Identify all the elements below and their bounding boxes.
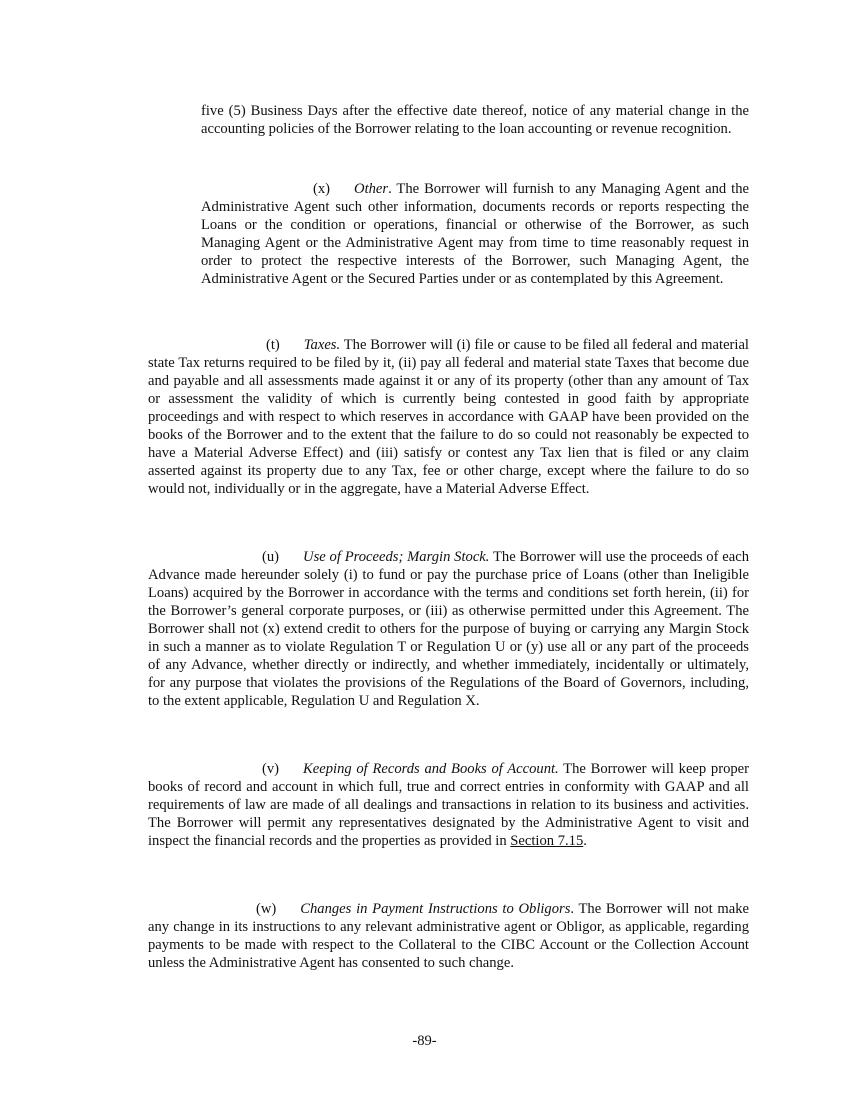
section-x-title: Other	[354, 181, 389, 197]
section-u-paragraph	[148, 548, 749, 710]
section-w-title: Changes in Payment Instructions to Obligors	[300, 901, 571, 917]
section-w-paragraph	[148, 900, 749, 972]
paragraph-continuation: five (5) Business Days after the effective date thereof, notice of any material change in the accounting policies of the Borrower relating to the loan accounting or revenue recognition.	[201, 103, 749, 137]
section-v-paragraph	[148, 760, 749, 850]
page-number: -89-	[412, 1033, 437, 1049]
section-t-body: The Borrower will (i) file or cause to be filed all federal and material state Tax returns required to be filed by it, (ii) pay all federal and material state Taxes that become due and payable and all assessments made against it or any of its property (other than any amount of Tax or assessment the validity of which is currently being contested in good faith by appropriate proceedings and with respect to which reserves in accordance with GAAP have been provided on the books of the Borrower and to the extent that the failure to do so could not reasonably be expected to have a Material Adverse Effect) and (iii) satisfy or contest any Tax lien that is filed or any claim asserted against its property due to any Tax, fee or other charge, except where the failure to do so would not, individually or in the aggregate, have a Material Adverse Effect.	[148, 337, 749, 497]
section-v-body: The Borrower will keep proper books of record and account in which full, true and correct entries in conformity with GAAP and all requirements of law are made of all dealings and transactions in relation to its business and activities. The Borrower will permit any representatives designated by the Administrative Agent to visit and inspect the financial records and the properties as provided in	[148, 761, 749, 849]
section-u-label: (u)	[262, 549, 280, 565]
section-t-paragraph	[148, 336, 749, 498]
section-v-title: Keeping of Records and Books of Account.	[303, 761, 559, 777]
section-t-label: (t)	[266, 337, 280, 353]
section-v-label: (v)	[262, 761, 280, 777]
section-7-15-reference: Section 7.15	[510, 833, 584, 849]
section-u-title: Use of Proceeds; Margin Stock.	[303, 549, 490, 565]
section-t-title: Taxes.	[303, 337, 341, 353]
section-w-body: . The Borrower will not make any change in its instructions to any relevant administrative agent or Obligor, as applicable, regarding payments to be made with respect to the Collateral to the CIBC Account or the Collection Account unless the Administrative Agent has consented to such change.	[148, 901, 749, 971]
section-w-label: (w)	[256, 901, 277, 917]
section-x-label: (x)	[313, 181, 331, 197]
section-v-end: .	[583, 833, 587, 849]
section-u-body: The Borrower will use the proceeds of each Advance made hereunder solely (i) to fund or pay the purchase price of Loans (other than Ineligible Loans) acquired by the Borrower in accordance with the terms and conditions set forth herein, (ii) for the Borrower’s general corporate purposes, or (iii) as otherwise permitted under this Agreement. The Borrower shall not (x) extend credit to others for the purpose of buying or carrying any Margin Stock in such a manner as to violate Regulation T or Regulation U or (y) use all or any part of the proceeds of any Advance, whether directly or indirectly, and whether immediately, incidentally or ultimately, for any purpose that violates the provisions of the Regulations of the Board of Governors, including, to the extent applicable, Regulation U and Regulation X.	[148, 549, 749, 709]
section-x-paragraph	[201, 180, 749, 288]
section-x-body: . The Borrower will furnish to any Managing Agent and the Administrative Agent such other information, documents records or reports respecting the Loans or the condition or operations, financial or otherwise of the Borrower, as such Managing Agent or the Administrative Agent may from time to time reasonably request in order to protect the respective interests of the Borrower, such Managing Agent, the Administrative Agent or the Secured Parties under or as contemplated by this Agreement.	[201, 181, 749, 287]
